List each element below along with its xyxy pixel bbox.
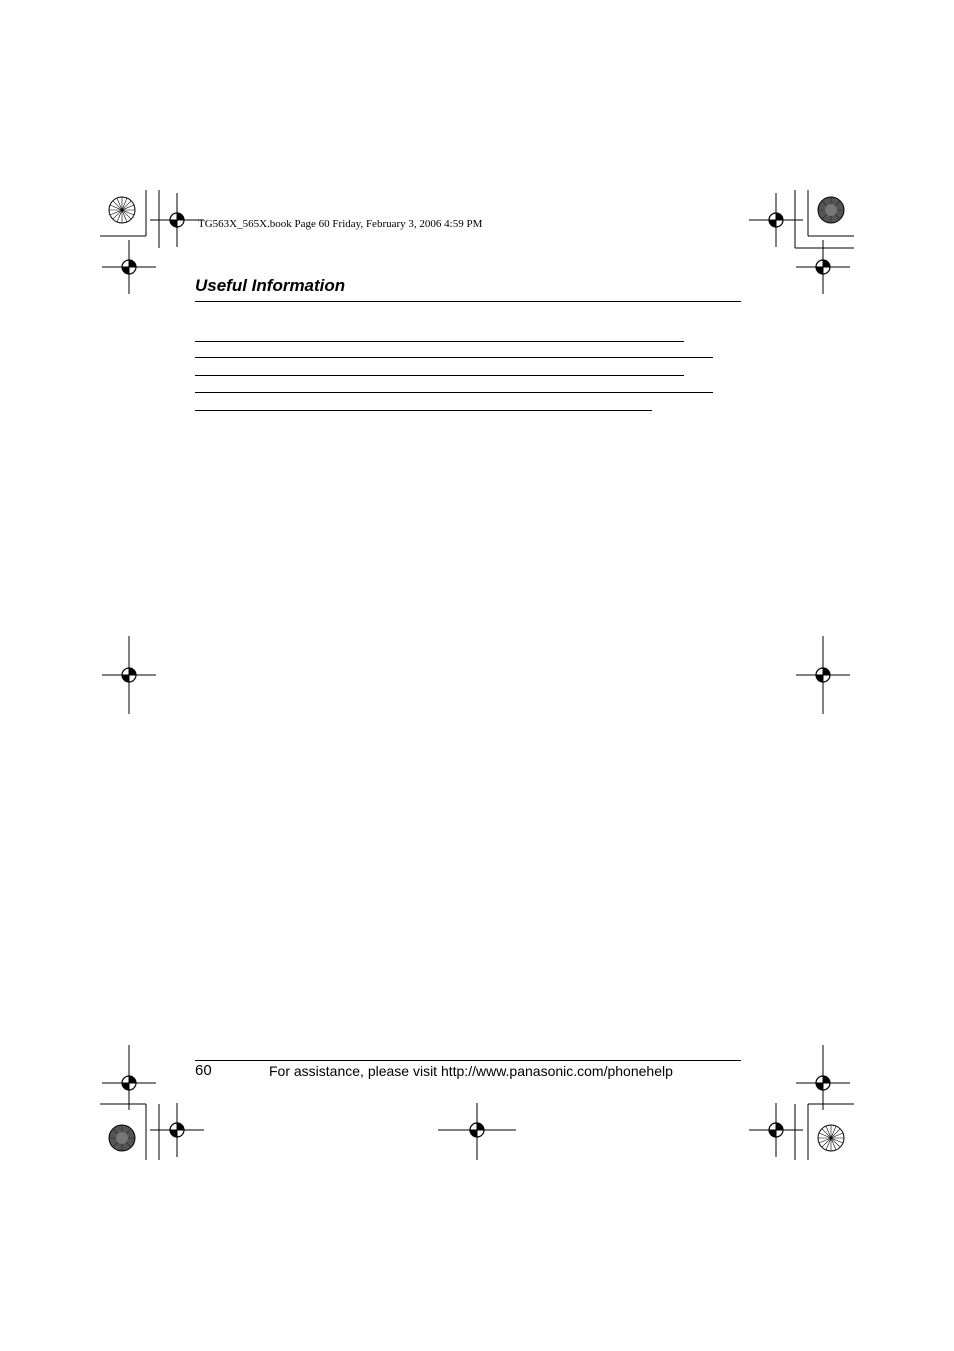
assistance-text: For assistance, please visit http://www.panasonic.com/phonehelp — [269, 1063, 673, 1079]
slug-line: TG563X_565X.book Page 60 Friday, February 3, 2006 4:59 PM — [198, 218, 483, 230]
section-title: Useful Information — [195, 276, 346, 295]
page-number: 60 — [195, 1062, 212, 1079]
